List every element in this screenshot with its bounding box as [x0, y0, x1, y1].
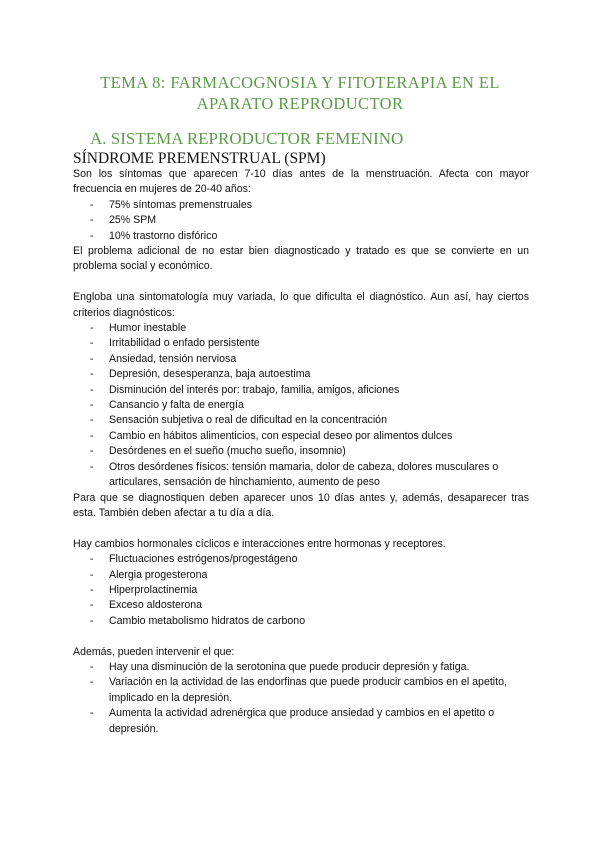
list-item: - 25% SPM — [90, 214, 157, 227]
also-intro: Además, pueden intervenir el que: — [73, 645, 235, 658]
hormones-intro: Hay cambios hormonales cíclicos e interacciones entre hormonas y receptores. — [73, 537, 446, 550]
criteria-list — [73, 321, 529, 490]
list-item: - Irritabilidad o enfado persistente — [90, 337, 260, 350]
list-item: - Hay una disminución de la serotonina que puede producir depresión y fatiga. — [90, 660, 470, 673]
list-item: - Sensación subjetiva o real de dificultad en la concentración — [90, 414, 387, 427]
list-item: - Humor inestable — [90, 322, 187, 335]
list-item: - 10% trastorno disfórico — [90, 229, 218, 242]
list-item: - Cambio en hábitos alimenticios, con especial deseo por alimentos dulces — [90, 429, 453, 442]
title-line-2: APARATO REPRODUCTOR — [196, 94, 404, 113]
list-item: - Disminución del interés por: trabajo, familia, amigos, aficiones — [90, 383, 400, 396]
list-item: - Alergia progesterona — [90, 568, 208, 581]
list-item: - Depresión, desesperanza, baja autoestima — [90, 368, 311, 381]
stats-list — [73, 198, 529, 244]
list-item: - Fluctuaciones estrógenos/progestágeno — [90, 553, 298, 566]
also-list — [73, 660, 529, 737]
diagnosis-paragraph: Para que se diagnostiquen deben aparecer unos 10 días antes y, además, desaparecer tras esta. También deben afectar a tu día a día. — [73, 491, 529, 519]
intro-paragraph: Son los síntomas que aparecen 7-10 días antes de la menstruación. Afecta con mayor frecuencia en mujeres de 20-40 años: — [73, 168, 529, 196]
list-item: - Exceso aldosterona — [90, 599, 203, 612]
list-item: - 75% síntomas premenstruales — [90, 198, 253, 211]
list-item: - Variación en la actividad de las endorfinas que puede producir cambios en el apetito, implicado en la depresión. — [90, 676, 507, 704]
title-line-1: TEMA 8: FARMACOGNOSIA Y FITOTERAPIA EN EL — [100, 73, 500, 92]
list-item: - Otros desórdenes físicos: tensión mamaria, dolor de cabeza, dolores musculares o articulares, sensación de hinchamiento, aumento de peso — [90, 460, 499, 489]
page-title — [60, 72, 540, 114]
hormones-list — [73, 552, 529, 629]
list-item: - Cambio metabolismo hidratos de carbono — [90, 614, 306, 627]
list-item: - Aumenta la actividad adrenérgica que produce ansiedad y cambios en el apetito o depresión. — [90, 707, 495, 735]
section-heading: A. SISTEMA REPRODUCTOR FEMENINO — [90, 129, 404, 148]
list-item: - Desórdenes en el sueño (mucho sueño, insomnio) — [90, 445, 346, 458]
list-item: - Hiperprolactinemia — [90, 583, 198, 596]
problem-paragraph: El problema adicional de no estar bien diagnosticado y tratado es que se convierte en un problema social y económico. — [73, 245, 529, 273]
document-body — [73, 167, 529, 737]
sub-heading: SÍNDROME PREMENSTRUAL (SPM) — [73, 150, 326, 167]
list-item: - Ansiedad, tensión nerviosa — [90, 352, 237, 365]
criteria-intro: Engloba una sintomatología muy variada, lo que dificulta el diagnóstico. Aun así, hay ciertos criterios diagnósticos: — [73, 291, 529, 319]
list-item: - Cansancio y falta de energía — [90, 399, 244, 412]
